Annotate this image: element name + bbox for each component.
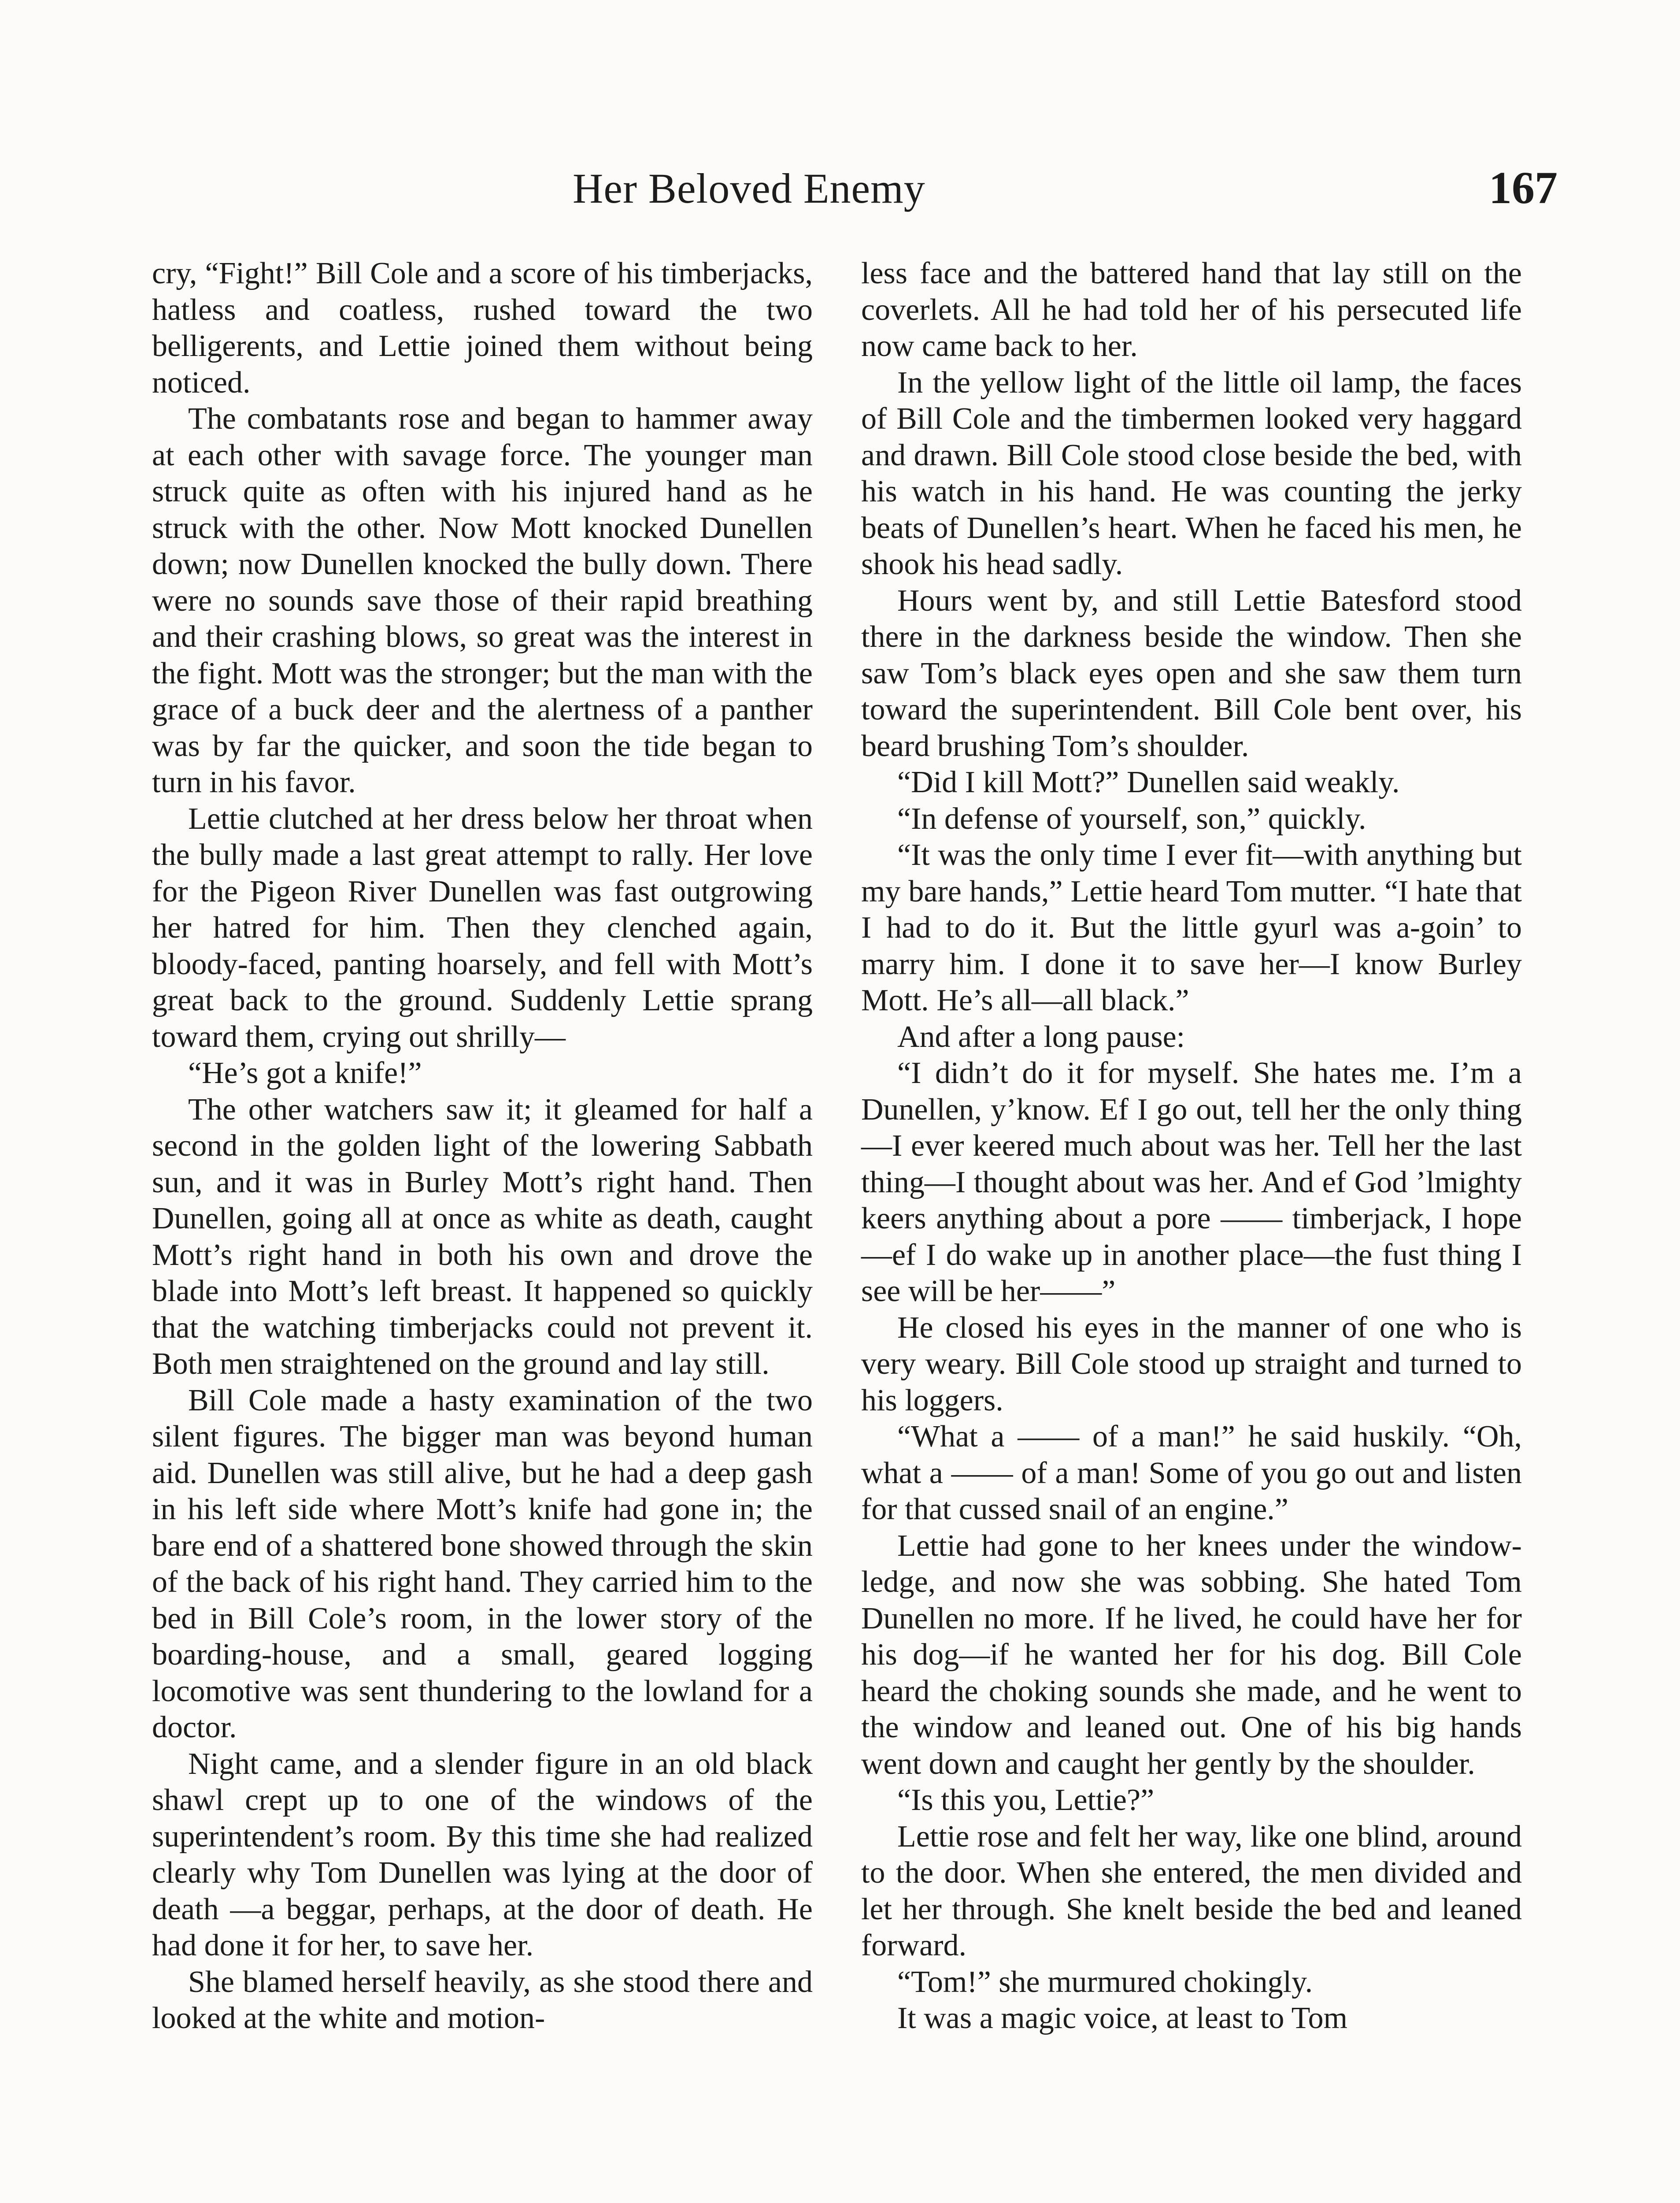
paragraph: And after a long pause: [897,1020,1185,1054]
paragraph: The other watchers saw it; it gleamed for half a second in the golden light of the lowering Sabbath sun, and it was in Burley Mott’s right hand. Then Dunellen, going all at once as white as death, caught Mott’s right hand in both his own and drove the blade into Mott’s left breast. It happened so quickly that the watching timberjacks could not prevent it. Both men straightened on the ground and lay still. [152,1092,813,1381]
paragraph: “In defense of yourself, son,” quickly. [897,801,1366,836]
paragraph: Lettie clutched at her dress below her throat when the bully made a last great attempt to rally. Her love for the Pigeon River Dunellen was fast outgrowing her hatred for him. Then they clenched again, bloody-faced, panting hoarsely, and fell with Mott’s great back to the ground. Suddenly Lettie sprang toward them, crying out shrilly— [152,801,813,1054]
paragraph: less face and the battered hand that lay still on the coverlets. All he had told her of his persecuted life now came back to her. [861,256,1522,363]
paragraph: cry, “Fight!” Bill Cole and a score of his timberjacks, hatless and coatless, rushed toward the two belligerents, and Lettie joined them without being noticed. [152,256,813,400]
right-column [861,256,1522,2037]
paragraph: He closed his eyes in the manner of one who is very weary. Bill Cole stood up straight and turned to his loggers. [861,1310,1522,1417]
paragraph: Lettie had gone to her knees under the window-ledge, and now she was sobbing. She hated Tom Dunellen no more. If he lived, he could have her for his dog—if he wanted her for his dog. Bill Cole heard the choking sounds she made, and he went to the window and leaned out. One of his big hands went down and caught her gently by the shoulder. [861,1528,1522,1781]
paragraph: Lettie rose and felt her way, like one blind, around to the door. When she entered, the men divided and let her through. She knelt beside the bed and leaned forward. [861,1819,1522,1962]
paragraph: “Did I kill Mott?” Dunellen said weakly. [897,765,1400,799]
left-column [152,256,813,2037]
paragraph: Bill Cole made a hasty examination of the two silent figures. The bigger man was beyond human aid. Dunellen was still alive, but he had a deep gash in his left side where Mott’s knife had gone in; the bare end of a shattered bone showed through the skin of the back of his right hand. They carried him to the bed in Bill Cole’s room, in the lower story of the boarding-house, and a small, geared logging locomotive was sent thundering to the lowland for a doctor. [152,1383,813,1744]
page-number: 167 [1489,163,1558,213]
paragraph: “Is this you, Lettie?” [897,1783,1155,1817]
paragraph: She blamed herself heavily, as she stood there and looked at the white and motion- [152,1965,813,2035]
paragraph: “Tom!” she murmured chokingly. [897,1965,1313,1999]
paragraph: In the yellow light of the little oil lamp, the faces of Bill Cole and the timbermen looked very haggard and drawn. Bill Cole stood close beside the bed, with his watch in his hand. He was counting the jerky beats of Dunellen’s heart. When he faced his men, he shook his head sadly. [861,365,1522,581]
paragraph: “He’s got a knife!” [188,1056,422,1090]
paragraph: “What a —— of a man!” he said huskily. “Oh, what a —— of a man! Some of you go out and listen for that cussed snail of an engine.” [861,1420,1522,1526]
paragraph: The combatants rose and began to hammer away at each other with savage force. The younger man struck quite as often with his injured hand as he struck with the other. Now Mott knocked Dunellen down; now Dunellen knocked the bully down. There were no sounds save those of their rapid breathing and their crashing blows, so great was the interest in the fight. Mott was the stronger; but the man with the grace of a buck deer and the alertness of a panther was by far the quicker, and soon the tide began to turn in his favor. [152,402,813,799]
paragraph: “It was the only time I ever fit—with anything but my bare hands,” Lettie heard Tom mutter. “I hate that I had to do it. But the little gyurl was a-goin’ to marry him. I done it to save her—I know Burley Mott. He’s all—all black.” [861,838,1522,1017]
paragraph: Hours went by, and still Lettie Batesford stood there in the darkness beside the window. Then she saw Tom’s black eyes open and she saw them turn toward the superintendent. Bill Cole bent over, his beard brushing Tom’s shoulder. [861,583,1522,763]
paragraph: It was a magic voice, at least to Tom [897,2001,1348,2035]
paragraph: “I didn’t do it for myself. She hates me. I’m a Dunellen, y’know. Ef I go out, tell her the only thing—I ever keered much about was her. Tell her the last thing—I thought about was her. And ef God ’lmighty keers anything about a pore —— timberjack, I hope—ef I do wake up in another place—the fust thing I see will be her——” [861,1056,1522,1308]
paragraph: Night came, and a slender figure in an old black shawl crept up to one of the windows of the superintendent’s room. By this time she had realized clearly why Tom Dunellen was lying at the door of death —a beggar, perhaps, at the door of death. He had done it for her, to save her. [152,1747,813,1962]
running-head: Her Beloved Enemy [573,165,925,212]
